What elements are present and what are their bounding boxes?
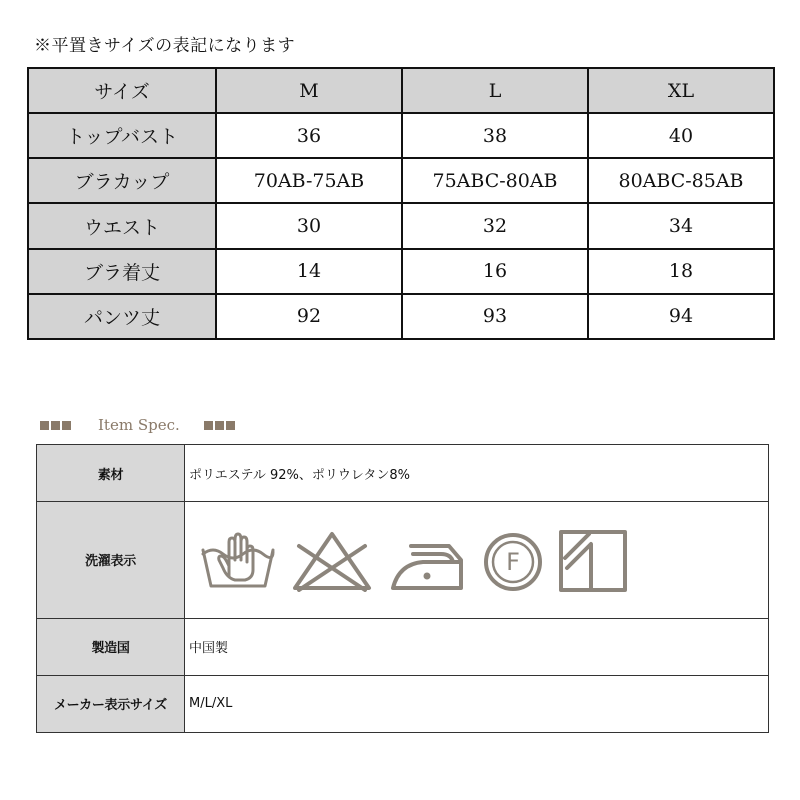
size-note: ※平置きサイズの表記になります (34, 36, 296, 56)
square-ornament-icon (62, 421, 71, 430)
table-row (28, 249, 774, 294)
table-cell: 94 (588, 294, 774, 339)
item-spec-table (36, 444, 769, 733)
size-table (27, 67, 775, 340)
table-row (28, 113, 774, 158)
table-cell: 34 (588, 203, 774, 248)
size-col-xl: XL (588, 68, 774, 113)
table-cell: 40 (588, 113, 774, 158)
spec-value-country: 中国製 (185, 618, 769, 675)
no-bleach-icon (291, 528, 373, 592)
table-cell: 32 (402, 203, 588, 248)
spec-label-country: 製造国 (37, 618, 185, 675)
dry-clean-f-icon (483, 528, 543, 592)
table-cell: 14 (216, 249, 402, 294)
table-cell: 18 (588, 249, 774, 294)
table-row (37, 502, 769, 618)
square-ornament-icon (204, 421, 213, 430)
item-spec-heading (40, 414, 237, 436)
row-label-bra-cup: ブラカップ (28, 158, 216, 203)
size-table-header-row (28, 68, 774, 113)
table-row (28, 158, 774, 203)
item-spec-title: Item Spec. (98, 416, 180, 434)
table-cell: 36 (216, 113, 402, 158)
spec-label-material: 素材 (37, 445, 185, 502)
size-col-m: M (216, 68, 402, 113)
square-ornament-icon (226, 421, 235, 430)
table-row (37, 618, 769, 675)
table-cell: 93 (402, 294, 588, 339)
table-cell: 38 (402, 113, 588, 158)
table-row (28, 294, 774, 339)
iron-low-icon (387, 528, 469, 592)
line-dry-shade-icon (557, 528, 629, 592)
table-cell: 16 (402, 249, 588, 294)
table-cell: 70AB-75AB (216, 158, 402, 203)
row-label-bra-length: ブラ着丈 (28, 249, 216, 294)
row-label-waist: ウエスト (28, 203, 216, 248)
hand-wash-icon (199, 528, 277, 592)
row-label-top-bust: トップバスト (28, 113, 216, 158)
size-header-label: サイズ (28, 68, 216, 113)
square-ornament-icon (51, 421, 60, 430)
table-row (37, 445, 769, 502)
size-col-l: L (402, 68, 588, 113)
spec-label-care: 洗濯表示 (37, 502, 185, 618)
square-ornament-icon (215, 421, 224, 430)
spec-label-maker-size: メーカー表示サイズ (37, 675, 185, 732)
table-row (37, 675, 769, 732)
row-label-pants-length: パンツ丈 (28, 294, 216, 339)
dry-clean-letter: F (506, 547, 520, 576)
table-row (28, 203, 774, 248)
table-cell: 30 (216, 203, 402, 248)
table-cell: 92 (216, 294, 402, 339)
spec-value-care-icons (185, 502, 769, 618)
table-cell: 75ABC-80AB (402, 158, 588, 203)
spec-value-maker-size: M/L/XL (185, 675, 769, 732)
table-cell: 80ABC-85AB (588, 158, 774, 203)
square-ornament-icon (40, 421, 49, 430)
spec-value-material: ポリエステル 92%、ポリウレタン8% (185, 445, 769, 502)
